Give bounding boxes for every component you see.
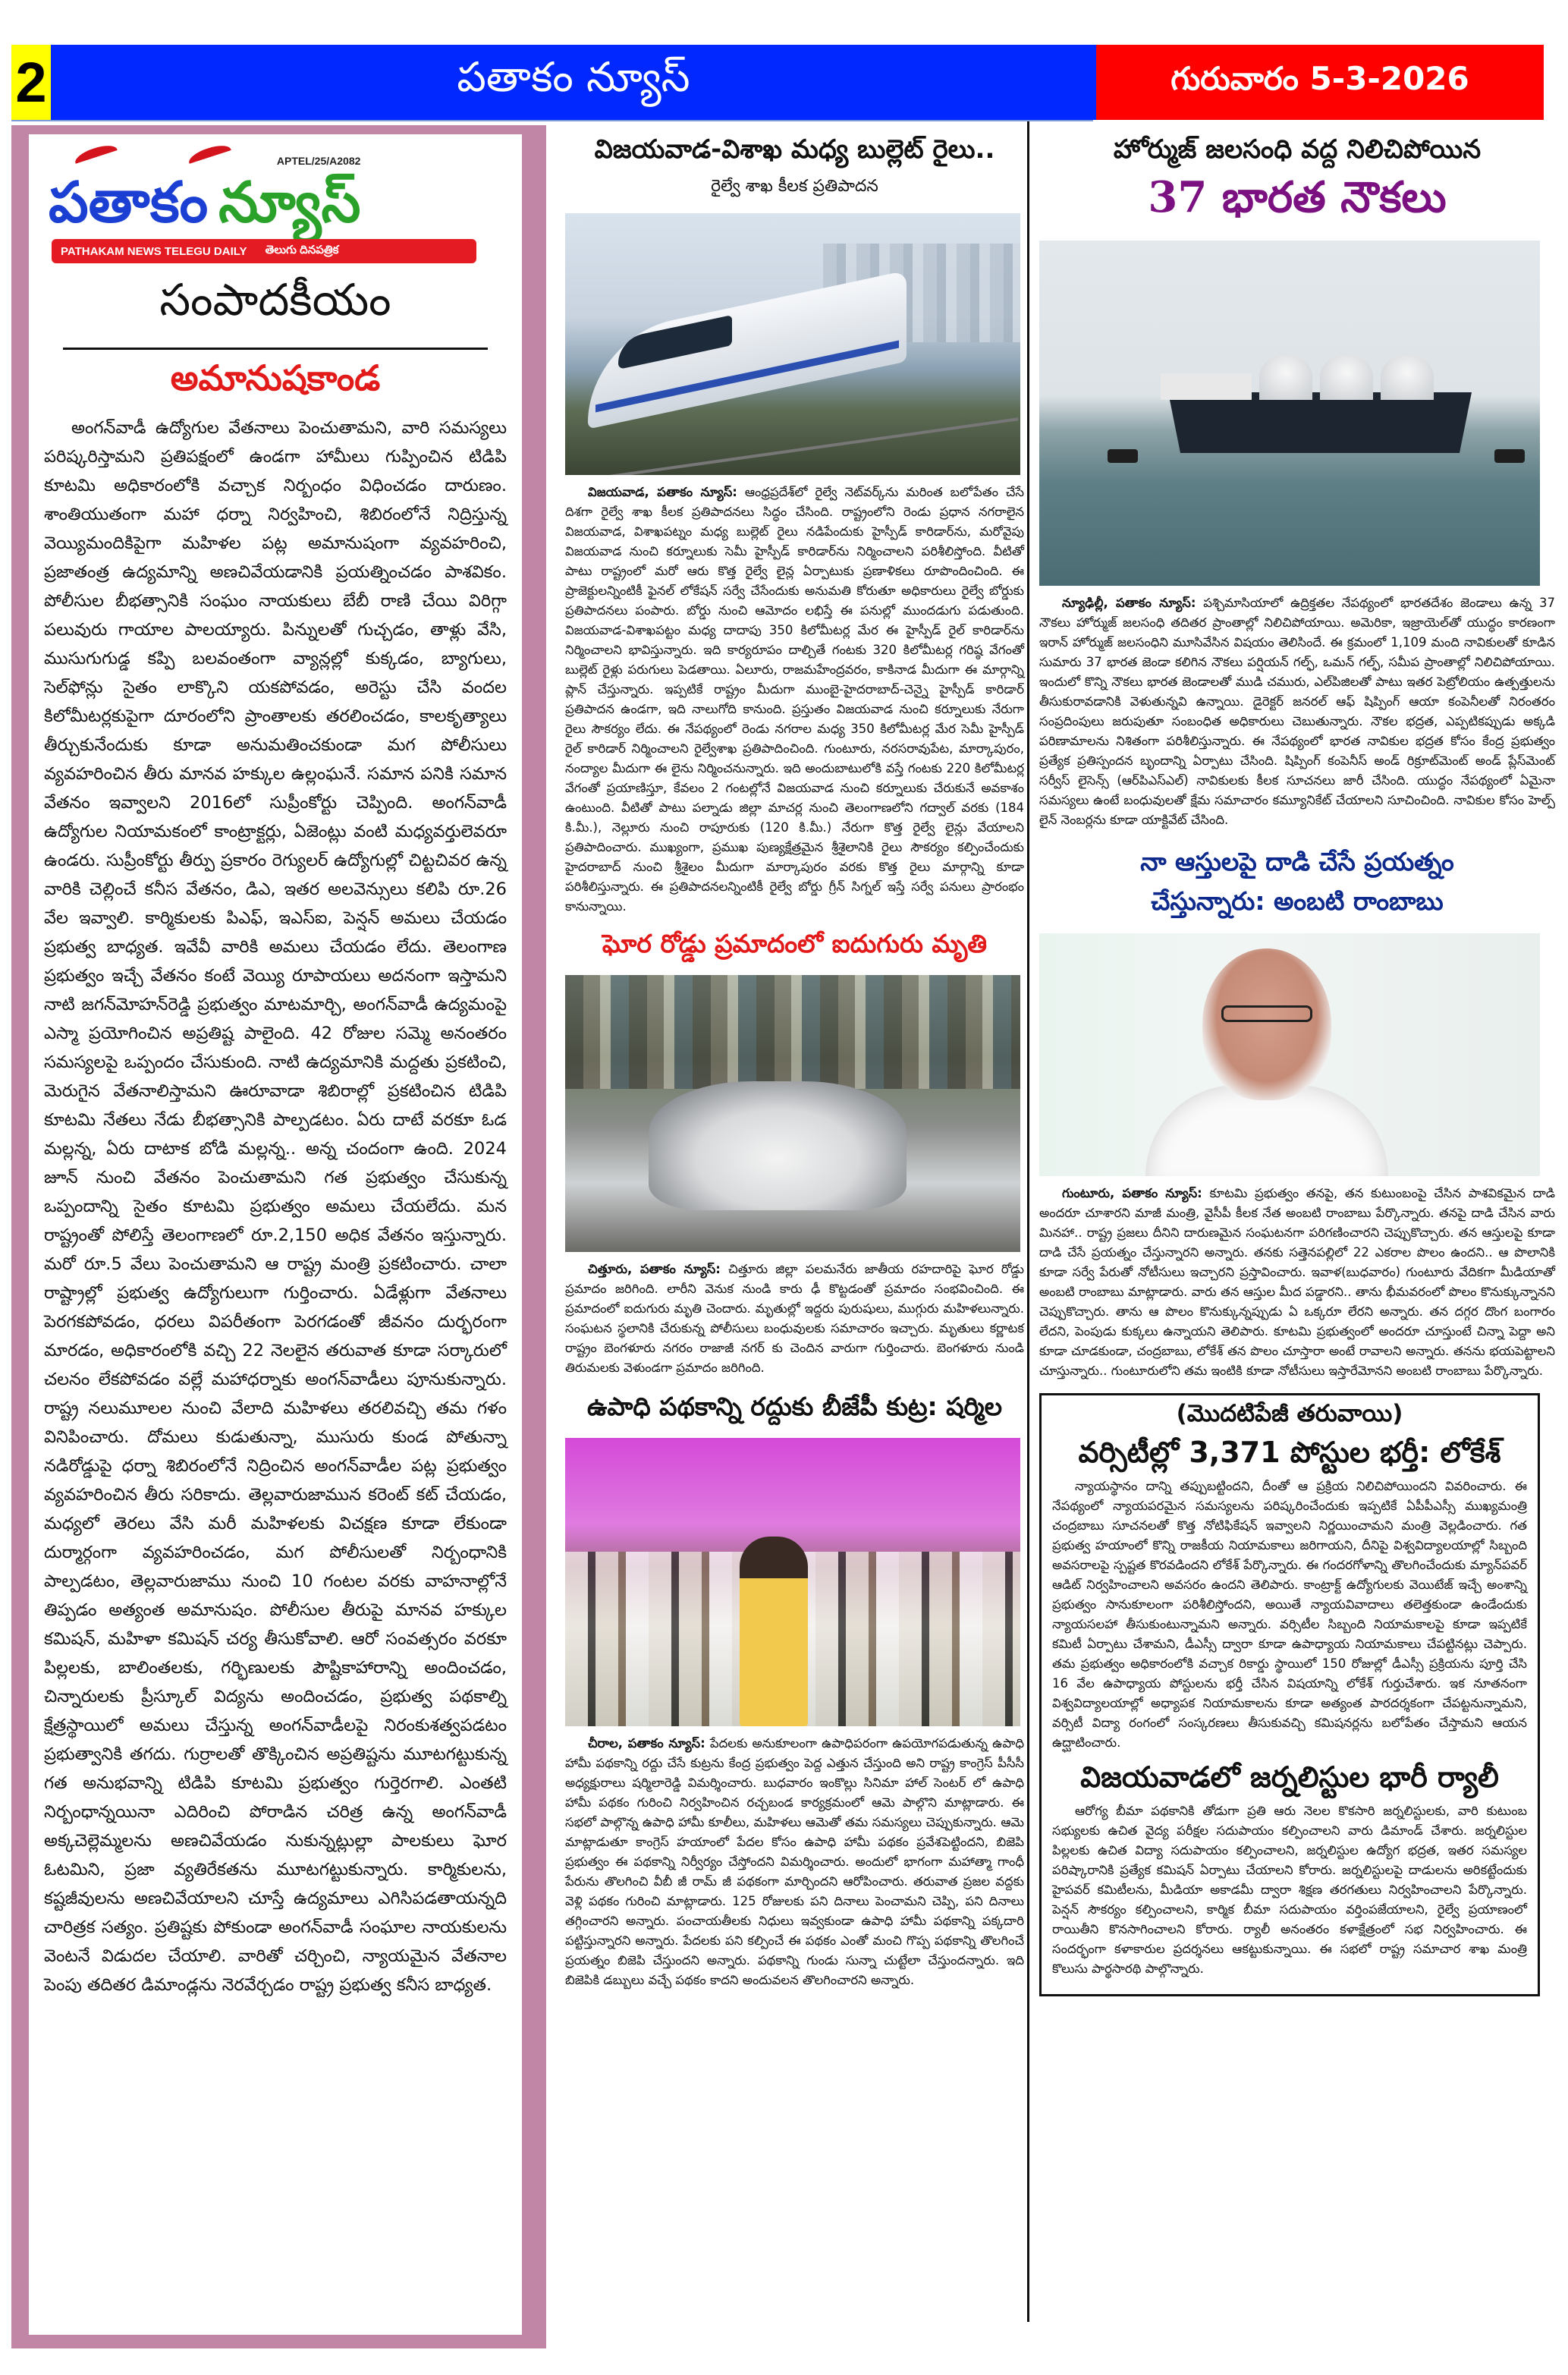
editorial-paragraph: అంగన్‌వాడీ ఉద్యోగుల వేతనాలు పెంచుతామని, వారి సమస్యలు పరిష్కరిస్తామని ప్రతిపక్షంలో ఉండగా హామీలు గుప్పించిన టిడిపి కూటమి అధికారంలోకి వచ్చాక నిర్బంధం విధించడం దారుణం. శాంతియుతంగా మహా ధర్నా నిర్వహించి, శిబిరంలోనే నిద్రిస్తున్న వెయ్యిమందికిపైగా మహిళల పట్ల అమానుషంగా వ్యవహరించి, ప్రజాతంత్ర ఉద్యమాన్ని అణచివేయడానికి ప్రయత్నించడం పాశవికం. పోలీసుల బీభత్సానికి సంఘం నాయకులు బేబీ రాణి చేయి విరిగ్గా పలువురు గాయాల పాలయ్యారు. పిన్నులతో గుచ్చడం, తాళ్లు వేసి, ముసుగుగుడ్డ కప్పి బలవంతంగా వ్యాన్లల్లో కుక్కడం, బ్యాగులు, సెల్‌ఫోన్లు సైతం లాక్కొని యకపోవడం, అరెస్టు చేసి వందల కిలోమీటర్లకుపైగా దూరంలోని ప్రాంతాలకు తరలించడం, కాలకృత్యాలు తీర్చుకునేందుకు కూడా అనుమతించకుండా మగ పోలీసులు వ్యవహరించిన తీరు మానవ హక్కుల ఉల్లంఘనే. సమాన పనికి సమాన వేతనం ఇవ్వాలని 2016లో సుప్రీంకోర్టు చెప్పింది. అంగన్‌వాడీ ఉద్యోగుల నియామకంలో కాంట్రాక్టర్లు, ఏజెంట్లు వంటి మధ్యవర్తులెవరూ ఉండరు. సుప్రీంకోర్టు తీర్పు ప్రకారం రెగ్యులర్ ఉద్యోగుల్లో చిట్టచివర ఉన్న వారికి చెల్లించే కనీస వేతనం, డిఎ, ఇతర అలవెన్సులు కలిపి రూ.26 వేల ఇవ్వాలి. కార్మికులకు పిఎఫ్, ఇఎస్ఐ, పెన్షన్ అమలు చేయడం ప్రభుత్వ బాధ్యత. ఇవేవీ వారికి అమలు చేయడం లేదు. తెలంగాణ ప్రభుత్వం ఇచ్చే వేతనం కంటే వెయ్యి రూపాయలు అదనంగా ఇస్తామని నాటి జగన్‌మోహన్‌రెడ్డి ప్రభుత్వం మాటమార్చి, అంగన్‌వాడీ ఉద్యమంపై ఎస్మా ప్రయోగించిన అప్రతిష్ట పాలైంది. 42 రోజుల సమ్మె అనంతరం సమస్యలపై ఒప్పందం చేసుకుంది. నాటి ఉద్యమానికి మద్దతు ప్రకటించి, మెరుగైన వేతనాలిస్తామని ఊరూవాడా శిబిరాల్లో ప్రకటించిన టిడిపి కూటమి నేతలు నేడు బీభత్సానికి పాల్పడటం. ఏరు దాటే వరకూ ఓడ మల్లన్న, ఏరు దాటాక బోడి మల్లన్న.. అన్న చందంగా ఉంది. 2024 జూన్ నుంచి వేతనం పెంచుతామని గత ప్రభుత్వం చేసుకున్న ఒప్పందాన్ని సైతం కూటమి ప్రభుత్వం అమలు చేయలేదు. మన రాష్ట్రంతో పోలిస్తే తెలంగాణలో రూ.2,150 అధిక వేతనం ఇస్తున్నారు. మరో రూ.5 వేలు పెంచుతామని ఆ రాష్ట్ర మంత్రి ప్రకటించారు. చాలా రాష్ట్రాల్లో ప్రభుత్వ ఉద్యోగులుగా గుర్తించారు. ఏడేళ్లుగా వేతనాలు పెరగకపోవడం, ధరలు విపరీతంగా పెరగడంతో జీవనం దుర్భరంగా మారడం, అధికారంలోకి వచ్చి 22 నెలలైన తరువాత కూడా సర్కారులో చలనం లేకపోవడం వల్లే మహాధర్నాకు అంగన్‌వాడీలు పూనుకున్నారు. రాష్ట్ర నలుమూలల నుంచి వేలాది మహిళలు తరలివచ్చి తమ గళం వినిపించారు. దోమలు కుడుతున్నా, ముసురు కుండ పోతున్నా నడిరోడ్డుపై ధర్నా శిబిరంలోనే నిద్రించిన అంగన్‌వాడీల పట్ల ప్రభుత్వం వ్యవహరించిన తీరు సరికాదు. తెల్లవారుజామున కరెంట్ కట్ చేయడం, మధ్యలో తెరలు వేసి మరీ మహిళలకు విచక్షణ కూడా లేకుండా దుర్మార్గంగా వ్యవహరించడం, మగ పోలీసులతో నిర్బంధానికి పాల్పడటం, తెల్లవారుజాము నుంచి 10 గంటల వరకు వాహనాల్లోనే తిప్పడం అత్యంత అమానుషం. పోలీసుల తీరుపై మానవ హక్కుల కమిషన్, మహిళా కమిషన్ చర్య తీసుకోవాలి. ఆరో సంవత్సరం వరకూ పిల్లలకు, బాలింతలకు, గర్భిణులకు పౌష్టికాహారాన్ని అందించడం, చిన్నారులకు ప్రీస్కూల్ విద్యను అందించడం, ప్రభుత్వ పథకాల్ని క్షేత్రస్థాయిలో అమలు చేస్తున్న అంగన్‌వాడీలపై నిరంకుశత్వపడటం ప్రభుత్వానికి తగదు. గుర్రాలతో తొక్కించిన అప్రతిష్టను మూటగట్టుకున్న గత అనుభవాన్ని టిడిపి కూటమి ప్రభుత్వం గుర్తెరగాలి. ఎంతటి నిర్బంధాన్నయినా ఎదిరించి పోరాడిన చరిత్ర ఉన్న అంగన్‌వాడీ అక్కచెల్లెమ్మలను అణచివేయడం నుకున్నట్లుల్లా పాలకులు ఘోర ఓటమిని, ప్రజా వ్యతిరేకతను మూటగట్టుకున్నారు. కార్మికులను, కష్టజీవులను అణచివేయాలని చూస్తే ఉద్యమాలు ఎగిసిపడతాయన్నది చారిత్రక సత్యం. ప్రతిష్టకు పోకుండా అంగన్‌వాడీ సంఘాల నాయకులను వెంటనే విడుదల చేయాలి. వారితో చర్చించి, న్యాయమైన వేతనాల పెంపు తదితర డిమాండ్లను నెరవేర్చడం రాష్ట్ర ప్రభుత్వ కనీస బాధ్యత. [44,418,507,1995]
headline: విజయవాడ-విశాఖ మధ్య బుల్లెట్ రైలు.. [594,134,995,165]
subheadline: రైల్వే శాఖ కీలక ప్రతిపాదన [711,177,878,196]
body-text: ఆంధ్రప్రదేశ్‌లో రైల్వే నెట్‌వర్క్‌ను మరింత బలోపేతం చేసే దిశగా రైల్వే శాఖ కీలక ప్రతిపాదనలు సిద్ధం చేసింది. రాష్ట్రంలోని రెండు ప్రధాన నగరాలైన విజయవాడ, విశాఖపట్నం మధ్య బుల్లెట్ రైలు నడిపేందుకు హైస్పీడ్ కారిడార్‌ను, మరోవైపు విజయవాడ నుంచి కర్నూలుకు సెమీ హైస్పీడ్ కారిడార్‌ను నిర్మించాలని పరిశీలిస్తోంది. వీటితో పాటు రాష్ట్రంలో మరో ఆరు కొత్త రైల్వే లైన్ల ఏర్పాటుకు ప్రణాళికలు రూపొందించింది. ఈ ప్రాజెక్టులన్నింటికీ ఫైనల్ లోకేషన్ సర్వే చేసేందుకు అనుమతి కోరుతూ అధికారులు రైల్వే బోర్డుకు ప్రతిపాదనలు పంపారు. బోర్డు నుంచి ఆమోదం లభిస్తే ఈ పనుల్లో ముందడుగు పడుతుంది. విజయవాడ-విశాఖపట్టం మధ్య దాదాపు 350 కిలోమీటర్ల మేర ఈ హైస్పీడ్ రైల్ కారిడార్‌ను నిర్మించాలని భావిస్తున్నారు. ఇది కార్యరూపం దాల్చితే గంటకు 320 కిలోమీటర్ల గరిష్ఠ వేగంతో బుల్లెట్ రైళ్లు పరుగులు పెడతాయి. ఏలూరు, రాజమహేంద్రవరం, కాకినాడ మీదుగా ఈ మార్గాన్ని ప్లాన్ చేస్తున్నారు. ఇప్పటికే రాష్ట్రం మీదుగా ముంబై-హైదరాబాద్-చెన్నై హైస్పీడ్ కారిడార్‌ ప్రతిపాదన ఉండగా, ఇది నాలుగోది కానుంది. ప్రస్తుతం విజయవాడ నుంచి కర్నూలుకు నేరుగా రైలు సౌకర్యం లేదు. ఈ నేపథ్యంలో రెండు నగరాల మధ్య 350 కిలోమీటర్ల మేర సెమీ హైస్పీడ్ రైల్ కారిడార్ నిర్మించాలని రైల్వేశాఖ ప్రతిపాదించింది. గుంటూరు, నరసరావుపేట, మార్కాపురం, నంద్యాల మీదుగా ఈ లైను నిర్మించనున్నారు. ఇది అందుబాటులోకి వస్తే గంటకు 220 కిలోమీటర్ల వేగంతో ప్రయాణిస్తూ, కేవలం 2 గంటల్లోనే విజయవాడ నుంచి కర్నూలుకు చేరుకునే అవకాశం ఉంటుంది. వీటితో పాటు పల్నాడు జిల్లా మాచర్ల నుంచి తెలంగాణలోని గద్వాల్ వరకు (184 కి.మీ.), నెల్లూరు నుంచి రాపూరుకు (120 కి.మీ.) నేరుగా కొత్త రైల్వే లైన్లు వేయాలని ప్రతిపాదించారు. ముఖ్యంగా, ప్రముఖ పుణ్యక్షేత్రమైన శ్రీశైలానికి రైలు సౌకర్యం కల్పించేందుకు హైదరాబాద్ నుంచి శ్రీశైలం మీదుగా మార్కాపురం వరకు కొత్త రైలు మార్గాన్ని కూడా పరిశీలిస్తున్నారు. ఈ ప్రతిపాదనలన్నింటికీ రైల్వే బోర్డు గ్రీన్ సిగ్నల్ ఇస్తే సర్వే పనులు ప్రారంభం కానున్నాయి. [565,485,1025,914]
body-text: పశ్చిమాసియాలో ఉద్రిక్తతల నేపథ్యంలో భారతదేశం జెండాలు ఉన్న 37 నౌకలు హోర్ముజ్ జలసంధి తదితర ప్రాంతాల్లో నిలిచిపోయాయి. అమెరికా, ఇజ్రాయెల్‌తో యుద్ధం కారణంగా ఇరాన్ హోర్ముజ్ జలసంధిని మూసివేసిన విషయం తెలిసిందే. ఈ క్రమంలో 1,109 మంది నావికులతో కూడిన సుమారు 37 భారత జెండా కలిగిన నౌకలు పర్షియన్ గల్ఫ్, ఒమన్ గల్ఫ్, సమీప ప్రాంతాల్లో నిలిచిపోయాయి. ఇందులో కొన్ని నౌకలు భారత జెండాలతో ముడి చమురు, ఎల్‌పిజిలతో పాటు ఇతర పెట్రోలియం ఉత్పత్తులను తీసుకురావడానికి వెళుతున్నవి ఉన్నాయి. డైరెక్టర్ జనరల్ ఆఫ్ షిప్పింగ్ ఆయా కంపెనీలతో నిరంతరం సంప్రదింపులు జరుపుతూ సంబంధిత అధికారులు చెబుతున్నారు. నౌకల భద్రత, ఎప్పటికప్పుడు అక్కడి పరిణామాలను నిశితంగా పరిశీలిస్తున్నారు. ఈ నేపథ్యంలో భారత నావికుల భద్రత కోసం కేంద్ర ప్రభుత్వం ప్రత్యేక ప్రతిస్పందన బృందాన్ని ఏర్పాటు చేసింది. షిప్పింగ్ కంపెనీస్ అండ్ రిక్రూట్‌మెంట్ అండ్ ప్లేస్‌మెంట్ సర్వీస్ లైసెన్స్ (ఆర్‌పిఎస్‌ఎల్) నావికులకు కీలక సూచనలు జారీ చేసింది. యుద్ధం నేపథ్యంలో ఏమైనా సమస్యలు ఉంటే బంధువులతో క్షేమ సమాచారం కమ్యూనికేట్ చేయాలని సూచించింది. నావికుల కోసం హెల్ప్ లైన్ నెంబర్లను కూడా యాక్టివేట్ చేసింది. [1039,596,1556,827]
paper-name-bar [51,45,1096,120]
paper-name: పతాకం న్యూస్ [457,53,690,101]
banner-underline [11,120,1093,121]
logo-text-news: న్యూస్ [218,170,361,235]
ship-hull [1168,392,1472,453]
accident-photo [565,975,1020,1252]
article-body [565,1734,1024,1990]
headline: ఉపాధి పథకాన్ని రద్దుకు బీజేపీ కుట్ర: షర్మిల [587,1392,1002,1421]
continued-label: (మొదటిపేజీ తరువాయి) [1176,1400,1403,1427]
rail-track [567,417,1019,475]
editorial-title: అమానుషకాండ [170,357,381,398]
rachabanda-photo [565,1438,1020,1726]
article-body [1039,593,1555,830]
logo-right-group [218,154,360,238]
person-head [1202,948,1331,1100]
logo-row [49,154,360,238]
logo-text-pathakam: పతాకం [49,170,209,235]
speaker [740,1537,808,1726]
lng-tank [1381,354,1434,400]
headline-line: నా ఆస్తులపై దాడి చేసే ప్రయత్నం [1140,847,1454,876]
tanker-ship-photo [1039,241,1540,586]
article-body [565,483,1024,917]
date-bar [1096,45,1544,120]
page-banner [11,45,1544,120]
dateline: విజయవాడ, పతాకం న్యూస్: [588,485,737,499]
headline: విజయవాడలో జర్నలిస్టుల భారీ ర్యాలీ [1080,1760,1499,1794]
body-text: చిత్తూరు జిల్లా పలమనేరు జాతీయ రహదారిపై ఘోర రోడ్డు ప్రమాదం జరిగింది. లారీని వెనుక నుండి కారు ఢీ కొట్టడంతో ప్రమాదం సంభవించింది. ఈ ప్రమాదంలో ఐదుగురు మృతి చెందారు. మృతుల్లో ఇద్దరు పురుషులు, ముగ్గురు మహిళలున్నారు. సంఘటన స్థలానికి చేరుకున్న పోలీసులు బంధువులకు సమాచారం ఇచ్చారు. మృతులు కర్ణాటక రాష్ట్రం బెంగళూరు నగరం రాజాజీ నగర్ కు చెందిన వారుగా గుర్తించారు. బెంగళూరు నుండి తిరుమలకు వెళుండగా ప్రమాదం జరిగింది. [565,1262,1025,1375]
article-body [1052,1801,1527,1979]
editorial-body [44,414,507,1999]
body-text: న్యాయస్థానం దాన్ని తప్పుబట్టిందని, దీంతో ఆ ప్రక్రియ నిలిచిపోయిందని వివరించారు. ఈ నేపథ్యంలో న్యాయపరమైన సమస్యలను పరిష్కరించేందుకు ఇప్పటికే ఏపీపీఎస్సీ ముఖ్యమంత్రి చంద్రబాబు సూచనలతో కొత్త నోటిఫికేషన్ ఇవ్వాలని నిర్ణయించామని మంత్రి వెల్లడించారు. గత ప్రభుత్వ హయాంలో కొన్ని రాజకీయ నియామకాలు జరిగాయని, దీనిపై విశ్వవిద్యాలయాల్లో సిబ్బంది అవసరాలపై స్పష్టత కొరవడిందని లోకేశ్ పేర్కొన్నారు. ఈ గందరగోళాన్ని తొలగించేందుకు మ్యాన్‌పవర్ ఆడిట్ నిర్వహించాలని అవసరం ఉందని తెలిపారు. కాంట్రాక్ట్ ఉద్యోగులకు వెయిటేజ్ ఇచ్చే అంశాన్ని ప్రభుత్వం సానుకూలంగా పరిశీలిస్తోందని, అయితే న్యాయవివాదాలు తలెత్తకుండా ఉండేందుకు న్యాయసలహా తీసుకుంటున్నామని అన్నారు. వర్సిటీల సిబ్బంది నియామకాలపై కూడా ఇప్పటికే కమిటీ ఏర్పాటు చేశామని, డీఎస్సీ ద్వారా కూడా ఉపాధ్యాయ నియామకాలు చేపట్టినట్లు చెప్పారు. తమ ప్రభుత్వం అధికారంలోకి వచ్చాక రికార్డు స్థాయిలో 150 రోజుల్లో డీఎస్సీ ప్రక్రియను పూర్తి చేసి 16 వేల ఉపాధ్యాయ పోస్టులను భర్తీ చేసిన విషయాన్ని లోకేశ్ గుర్తుచేశారు. ఇక నూతనంగా విశ్వవిద్యాలయాల్లో అధ్యాపక నియామకాలను కూడా అత్యంత పారదర్శకంగా చేపట్టనున్నామని, వర్సిటీ విద్యా రంగంలో సంస్కరణలు తీసుకువచ్చి కమిషనర్లను బలోపేతం చేస్తామని ఆయన ఉద్ఘాటించారు. [1052,1479,1527,1750]
editorial-section-label: సంపాదకీయం [159,274,391,326]
dateline: న్యూఢిల్లీ, పతాకం న్యూస్: [1062,596,1196,610]
dateline: చీరాల, పతాకం న్యూస్: [588,1736,705,1751]
ship-bridge [1161,373,1252,400]
tagline-english: PATHAKAM NEWS TELEGU DAILY [61,244,247,258]
continued-box [1039,1393,1540,1996]
right-column [1039,125,1555,1996]
headline [1039,842,1555,921]
tagline-telugu: తెలుగు దినపత్రిక [265,243,339,256]
ambati-photo [1039,933,1540,1176]
tugboat [1108,449,1138,463]
body-text: ఆరోగ్య బీమా పథకానికి తోడుగా ప్రతి ఆరు నెలల కొకసారి జర్నలిస్టులకు, వారి కుటుంబ సభ్యులకు ఉచిత వైద్య పరీక్షల సదుపాయం కల్పించాలని వారు డిమాండ్ చేశారు. జర్నలిస్టుల పిల్లలకు ఉచిత విద్యా సదుపాయం కల్పించాలని, జర్నలిస్టుల ఉద్యోగ భద్రత, ఇతర సమస్యల పరిష్కారానికి ప్రత్యేక కమిషన్ ఏర్పాటు చేయాలని కోరారు. జర్నలిస్టులపై దాడులను అరికట్టేందుకు హైపవర్ కమిటీలను, మీడియా అకాడమీ ద్వారా శిక్షణ తరగతులు నిర్వహించాలని పేర్కొన్నారు. పెన్షన్ సౌకర్యం కల్పించాలని, కార్మిక బీమా సదుపాయం వర్తింపజేయాలని, రైల్వే ప్రయాణంలో రాయితీని కొనసాగించాలని కోరారు. ర్యాలీ అనంతరం కళాక్షేత్రంలో సభ నిర్వహించారు. ఈ సందర్భంగా కళాకారుల ప్రదర్శనలు ఆకట్టుకున్నాయి. ఈ సభలో రాష్ట్ర సమాచార శాఖ మంత్రి కొలుసు పార్థసారథి పాల్గొన్నారు. [1052,1804,1527,1976]
dateline: గుంటూరు, పతాకం న్యూస్: [1062,1186,1202,1200]
headline: వర్సిటీల్లో 3,371 పోస్టుల భర్తీ: లోకేశ్ [1078,1436,1501,1469]
body-text: కూటమి ప్రభుత్వం తనపై, తన కుటుంబంపై చేసిన పాశవికమైన దాడి అందరూ చూశారని మాజీ మంత్రి, వైసీపీ కీలక నేత అంబటి రాంబాబు పేర్కొన్నారు. తనపై దాడి చేసిన వారు మినహా.. రాష్ట్ర ప్రజలు దీనిని దారుణమైన సంఘటనగా పరిగణించారని చెప్పుకొచ్చారు. తన ఆస్తులపై కూడా దాడి చేసే ప్రయత్నం చేస్తున్నారని అన్నారు. తనకు సత్తెనపల్లిలో 22 ఎకరాల పొలం ఉందని.. ఆ పొలానికి కూడా సర్వే పేరుతో నోటీసులు ఇచ్చారని ప్రస్తావించారు. ఇవాళ(బుధవారం) గుంటూరు వేదికగా మీడియాతో అంబటి రాంబాబు మాట్లాడారు. వారు తన ఆస్తుల మీద పడ్డారని.. తాను భీమవరంలో పొలం కొనుక్కున్నానని చెప్పుకొచ్చారు. తాను ఆ పొలం కొనుక్కున్నప్పుడు ఏ ఒక్కరూ లేరని అన్నారు. తన దగ్గర దొంగ బంగారం లేదని, పెంపుడు కుక్కలు ఉన్నాయని తెలిపారు. కూటమి ప్రభుత్వంలో అందరూ చూస్తుంటే చిన్నా పెద్దా అని కూడా చూడకుండా, చంద్రబాబు, లోకేశ్ తన పొలం చూస్తారా అంటే రావాలని అన్నారు. తనను భయపెట్టాలని చూస్తున్నారు.. గుంటూరులోని తమ ఇంటికి కూడా నోటీసులు ఇస్తారేమోనని అంబటి రాంబాబు పేర్కొన్నారు. [1039,1186,1555,1378]
article-body [1039,1184,1555,1381]
bullet-train-photo [565,213,1020,475]
article-body [565,1260,1024,1378]
tugboat [1494,449,1525,463]
headline: ఘోర రోడ్డు ప్రమాదంలో ఐదుగురు మృతి [602,929,988,958]
wrecked-car [649,1081,907,1210]
body-text: పేదలకు అనుకూలంగా ఉపాధిపరంగా ఉపయోగపడుతున్న ఉపాధి హామీ పథకాన్ని రద్దు చేసే కుట్రను కేంద్ర ప్రభుత్వం పెద్ద ఎత్తున చేస్తుంది అని రాష్ట్ర కాంగ్రెస్ పీసీసీ అధ్యక్షురాలు షర్మిలారెడ్డి విమర్శించారు. బుధవారం ఇంకొల్లు సినిమా హాల్ సెంటర్ లో ఉపాధి హామీ పథకం గురించి నిర్వహించిన రచ్చబండ కార్యక్రమంలో ఆమె పాల్గొని మాట్లాడారు. ఈ సభలో పాల్గొన్న ఉపాధి హామీ కూలీలు, మహిళలు ఆమెతో తమ సమస్యలు చెప్పుకున్నారు. ఆమె మాట్లాడుతూ కాంగ్రెస్ హయాంలో పేదల కోసం ఉపాధి హామీ పథకం ప్రవేశపెట్టిందని, బిజెపి ప్రభుత్వం ఈ పథకాన్ని నిర్వీర్యం చేస్తోందని విమర్శించారు. అందులో భాగంగా మహాత్మా గాంధీ పేరును తొలగించి వీబీ జీ రామ్ జీ పథకంగా మార్చిందని ఆరోపించారు. తరువాత ప్రజల వద్దకు వెళ్లి పథకం గురించి మాట్లాడారు. 125 రోజులకు పని దినాలు పెంచామని చెప్పి, పని దినాలు తగ్గించారని అన్నారు. పంచాయతీలకు నిధులు ఇవ్వకుండా ఉపాధి హామీ పథకాన్ని పక్కదారి పట్టిస్తున్నారని అన్నారు. పేదలకు పని కల్పించే ఈ పథకం ఎంతో మంచి గొప్ప పథకాన్ని తొలగించే ప్రయత్నం బిజెపి చేస్తుందని అన్నారు. పథకాన్ని గుండు సున్నా చుట్టేలా చేస్తుందన్నారు. ఇది బిజెపికి డబ్బులు వచ్చే పథకం కాదని అందువలన తొలగించారని అన్నారు. [565,1736,1025,1987]
page-number-badge [11,45,51,120]
glasses [1221,1005,1312,1022]
masthead-logo [44,134,507,268]
article-bullet-train [565,134,1024,917]
lng-tank [1320,354,1373,400]
article-sharmila [565,1392,1024,1990]
article-journalist-rally [1052,1760,1527,1979]
headline: హోర్ముజ్ జలసంధి వద్ద నిలిచిపోయిన [1113,134,1482,165]
registration-number: APTEL/25/A2082 [276,155,361,167]
article-ambati [1039,842,1555,1381]
issue-date: గురువారం 5-3-2026 [1171,59,1469,97]
article-road-accident [565,929,1024,1378]
crowd [565,975,1020,1089]
divider [63,348,488,350]
headline-emphasis: 37 భారత నౌకలు [1148,172,1447,222]
dateline: చిత్తూరు, పతాకం న్యూస్: [588,1262,721,1276]
column-divider [1027,121,1029,2322]
lng-tank [1259,354,1312,400]
article-body [1052,1477,1527,1753]
tagline-strip [52,239,476,263]
headline-line: చేస్తున్నారు: అంబటి రాంబాబు [1151,886,1444,916]
editorial-panel [29,134,522,2335]
page-number: 2 [15,51,47,114]
article-lokesh [1052,1436,1527,1753]
editorial-column [11,125,546,2348]
article-hormuz [1039,134,1555,830]
middle-column [565,125,1024,1990]
